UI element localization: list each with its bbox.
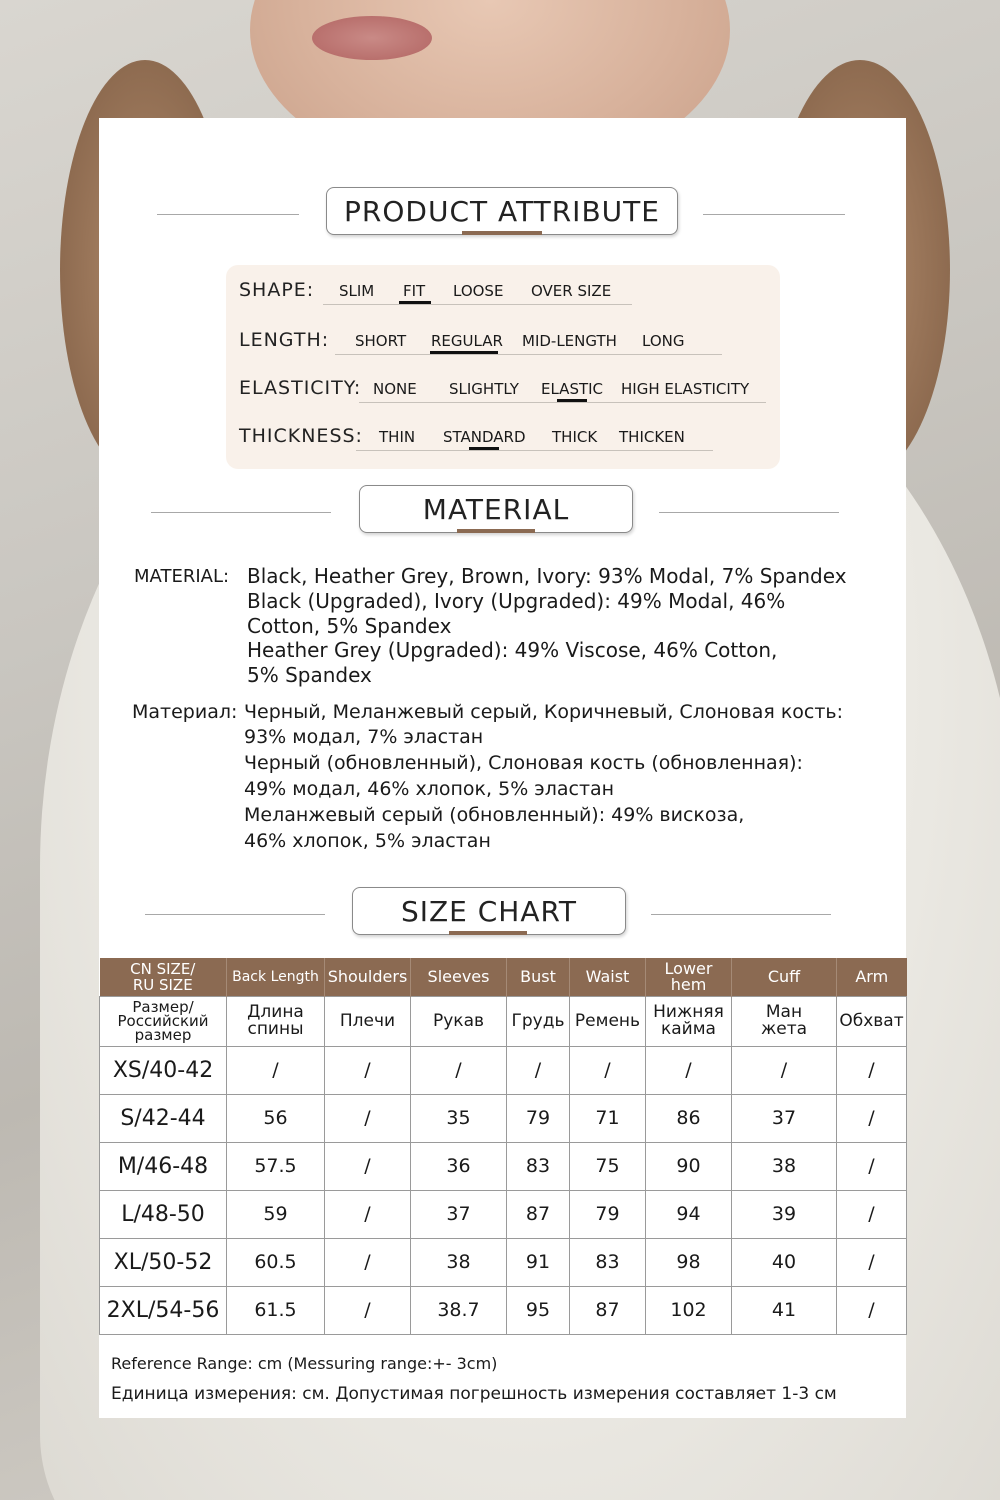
value-cell: 86 [646,1094,732,1142]
heading-rule-left [157,214,299,215]
header-cell-ru: Размер/ Российский размер [100,996,227,1046]
header-cell: Arm [837,958,907,996]
size-cell: XS/40-42 [100,1046,227,1094]
material-section-heading [99,485,906,541]
attribute-row-elasticity [239,377,779,417]
value-cell: 98 [646,1238,732,1286]
attribute-heading-pill [326,187,678,235]
attribute-option: LOOSE [453,282,504,300]
attribute-label: ELASTICITY: [239,377,362,399]
attribute-option: NONE [373,380,417,398]
attribute-selected-mark [430,351,498,354]
attribute-option: FIT [403,282,426,300]
value-cell: / [732,1046,837,1094]
value-cell: 36 [411,1142,507,1190]
material-heading-text: MATERIAL [422,492,570,526]
value-cell: / [325,1190,411,1238]
footnote-ru: Единица измерения: см. Допустимая погрешность измерения составляет 1-3 см [111,1384,837,1404]
attribute-label: LENGTH: [239,329,330,351]
value-cell: / [325,1238,411,1286]
size-heading-pill [352,887,626,935]
header-cell: CN SIZE/ RU SIZE [100,958,227,996]
attribute-label: THICKNESS: [239,425,363,447]
value-cell: / [837,1094,907,1142]
heading-accent-bar [462,231,542,235]
material-line: 46% хлопок, 5% эластан [244,830,491,852]
header-cell-ru: Ремень [570,996,646,1046]
attribute-row-shape [239,279,779,319]
value-cell: 79 [507,1094,570,1142]
header-row-en [100,958,907,996]
attribute-option: THICK [552,428,598,446]
material-line: Меланжевый серый (обновленный): 49% вискоза, [244,804,745,826]
attribute-option: THICKEN [619,428,685,446]
table-row [100,1046,907,1094]
header-cell: Cuff [732,958,837,996]
size-cell: XL/50-52 [100,1238,227,1286]
material-label-en: MATERIAL: [134,566,230,587]
value-cell: / [325,1286,411,1334]
attribute-option: HIGH ELASTICITY [621,380,750,398]
attribute-baseline [359,402,766,403]
footnote-en: Reference Range: cm (Messuring range:+- 3cm) [111,1354,498,1373]
heading-rule-left [151,512,331,513]
value-cell: 38 [732,1142,837,1190]
header-cell-ru: Рукав [411,996,507,1046]
value-cell: / [325,1094,411,1142]
attribute-heading-text: PRODUCT ATTRIBUTE [344,194,660,228]
attribute-selected-mark [399,301,431,304]
attribute-option: OVER SIZE [531,282,612,300]
value-cell: 87 [507,1190,570,1238]
heading-rule-left [145,914,325,915]
value-cell: 37 [411,1190,507,1238]
size-cell: 2XL/54-56 [100,1286,227,1334]
value-cell: 37 [732,1094,837,1142]
heading-accent-bar [449,931,527,935]
value-cell: 95 [507,1286,570,1334]
value-cell: 91 [507,1238,570,1286]
material-heading-pill [359,485,633,533]
size-cell: L/48-50 [100,1190,227,1238]
table-row [100,1094,907,1142]
table-row [100,1190,907,1238]
material-line: 49% модал, 46% хлопок, 5% эластан [244,778,615,800]
size-cell: S/42-44 [100,1094,227,1142]
value-cell: / [837,1142,907,1190]
value-cell: / [837,1238,907,1286]
size-chart-table [99,958,907,1335]
value-cell: 83 [507,1142,570,1190]
table-row [100,1238,907,1286]
header-cell: Bust [507,958,570,996]
value-cell: 57.5 [227,1142,325,1190]
table-row [100,1142,907,1190]
value-cell: 75 [570,1142,646,1190]
header-cell: Lower hem [646,958,732,996]
value-cell: / [837,1286,907,1334]
header-cell: Sleeves [411,958,507,996]
attribute-baseline [335,354,722,355]
background-lips [312,16,432,60]
heading-accent-bar [457,529,535,533]
value-cell: 79 [570,1190,646,1238]
value-cell: / [227,1046,325,1094]
size-cell: M/46-48 [100,1142,227,1190]
header-cell-ru: Нижняя кайма [646,996,732,1046]
value-cell: 41 [732,1286,837,1334]
material-line: Черный (обновленный), Слоновая кость (обновленная): [244,752,803,774]
value-cell: / [837,1190,907,1238]
material-label-ru: Материал: [132,701,238,723]
value-cell: / [646,1046,732,1094]
value-cell: 35 [411,1094,507,1142]
info-card [99,118,906,1418]
header-cell: Waist [570,958,646,996]
size-section-heading [99,887,906,943]
attribute-section-heading [99,187,906,243]
attribute-label: SHAPE: [239,279,315,301]
attribute-option: SLIGHTLY [449,380,519,398]
value-cell: / [411,1046,507,1094]
attribute-option: ELASTIC [541,380,604,398]
value-cell: 83 [570,1238,646,1286]
heading-rule-right [703,214,845,215]
material-line: Black (Upgraded), Ivory (Upgraded): 49% Modal, 46% [247,589,786,613]
value-cell: 38.7 [411,1286,507,1334]
heading-rule-right [659,512,839,513]
attribute-option: SHORT [355,332,407,350]
header-cell: Shoulders [325,958,411,996]
attribute-selected-mark [469,447,499,450]
value-cell: 56 [227,1094,325,1142]
value-cell: / [837,1046,907,1094]
value-cell: 71 [570,1094,646,1142]
heading-rule-right [651,914,831,915]
value-cell: / [325,1142,411,1190]
header-cell: Back Length [227,958,325,996]
attribute-row-length [239,329,779,369]
value-cell: 102 [646,1286,732,1334]
value-cell: / [507,1046,570,1094]
table-row [100,1286,907,1334]
value-cell: 61.5 [227,1286,325,1334]
header-cell-ru: Грудь [507,996,570,1046]
size-heading-text: SIZE CHART [400,894,578,928]
material-line: 5% Spandex [247,663,372,687]
material-line: Black, Heather Grey, Brown, Ivory: 93% Modal, 7% Spandex [247,564,847,588]
material-line: Черный, Меланжевый серый, Коричневый, Слоновая кость: [244,701,844,723]
header-row-ru [100,996,907,1046]
attribute-option: LONG [642,332,685,350]
material-line: Heather Grey (Upgraded): 49% Viscose, 46% Cotton, [247,638,778,662]
header-cell-ru: Длина спины [227,996,325,1046]
value-cell: 90 [646,1142,732,1190]
material-line: Cotton, 5% Spandex [247,614,452,638]
attribute-option: SLIM [339,282,375,300]
value-cell: 39 [732,1190,837,1238]
attribute-box [226,265,780,469]
attribute-option: STANDARD [443,428,526,446]
attribute-selected-mark [557,399,587,402]
attribute-option: THIN [379,428,416,446]
value-cell: / [325,1046,411,1094]
header-cell-ru: Ман жета [732,996,837,1046]
value-cell: 60.5 [227,1238,325,1286]
header-cell-ru: Плечи [325,996,411,1046]
value-cell: / [570,1046,646,1094]
attribute-row-thickness [239,425,779,465]
value-cell: 38 [411,1238,507,1286]
material-line: 93% модал, 7% эластан [244,726,484,748]
value-cell: 59 [227,1190,325,1238]
attribute-baseline [356,450,713,451]
value-cell: 40 [732,1238,837,1286]
value-cell: 94 [646,1190,732,1238]
value-cell: 87 [570,1286,646,1334]
attribute-baseline [323,304,632,305]
attribute-option: REGULAR [431,332,503,350]
header-cell-ru: Обхват [837,996,907,1046]
attribute-option: MID-LENGTH [522,332,617,350]
